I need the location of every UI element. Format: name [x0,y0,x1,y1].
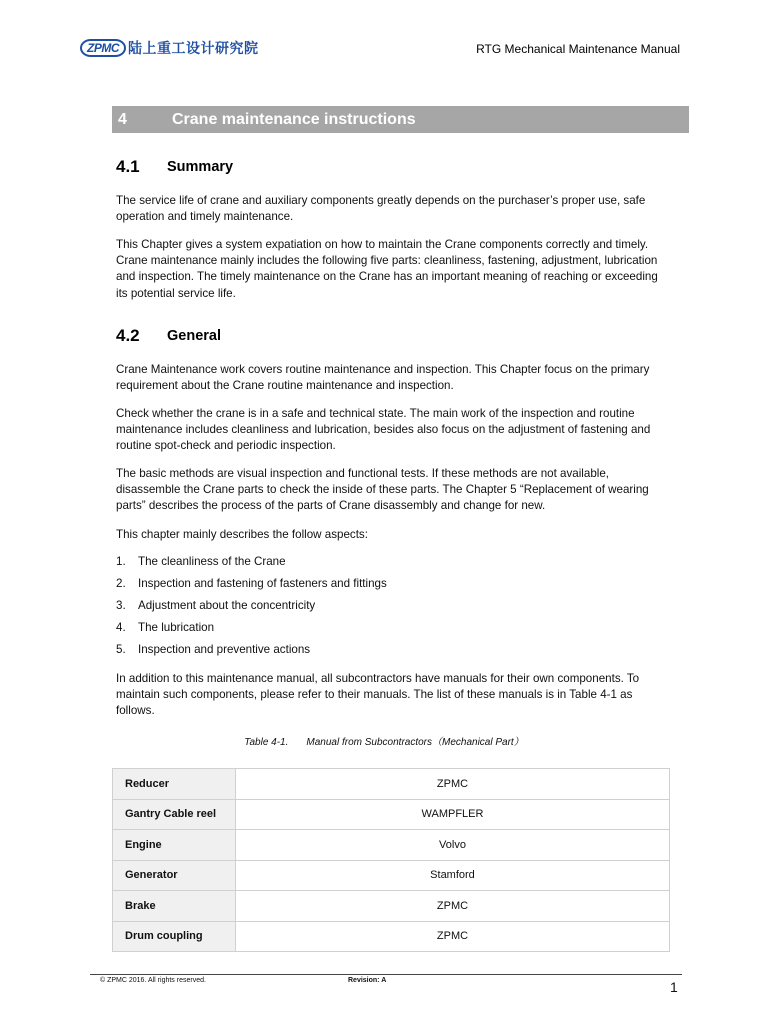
list-item: 4. The lubrication [116,621,215,634]
paragraph: This Chapter gives a system expatiation on how to maintain the Crane components correctly and timely. Crane maintenance mainly includes the following five parts: cleanliness, fastening, adjustment, lubrication and inspection. The timely maintenance on the Crane has an important meaning of reaching or exceeding its potential service life. [116,238,658,300]
chapter-heading [112,106,689,133]
logo-badge: ZPMC [80,39,126,57]
list-item: 5. Inspection and preventive actions [116,643,311,656]
list-item: 2. Inspection and fastening of fasteners and fittings [116,577,387,590]
paragraph: The basic methods are visual inspection and functional tests. If these methods are not available, disassemble the Crane parts to check the inside of these parts. The Chapter 5 “Replacement of wearing parts” describes the process of the parts of Crane disassembly and change for new. [116,467,649,513]
table-row [113,830,670,861]
list-item: 3. Adjustment about the concentricity [116,599,316,612]
list-item: 1. The cleanliness of the Crane [116,555,286,568]
table-cell-item: Brake [113,891,236,922]
table-row [113,860,670,891]
footer-copyright: © ZPMC 2016. All rights reserved. [100,977,206,984]
chapter-number: 4 [118,110,127,128]
table-row [113,799,670,830]
table-cell-maker: WAMPFLER [236,799,670,830]
section-title: Summary [167,159,234,175]
table-cell-item: Gantry Cable reel [113,799,236,830]
paragraph: Check whether the crane is in a safe and technical state. The main work of the inspection and routine maintenance includes cleanliness and lubrication, besides also focus on the adjustment of fastening and routine spot-check and periodic inspection. [116,407,651,453]
table-cell-maker: ZPMC [236,921,670,952]
paragraph: This chapter mainly describes the follow aspects: [116,528,368,541]
footer-divider [90,974,682,975]
section-heading-summary [116,157,234,177]
subcontractor-manuals-table [112,768,670,952]
page-number: 1 [670,979,678,995]
table-caption-number: Table 4-1. [244,737,289,748]
table-cell-item: Reducer [113,769,236,800]
section-number: 4.1 [116,157,140,176]
table-caption-title: Manual from Subcontractors（Mechanical Part） [306,737,524,748]
section-title: General [167,328,221,344]
table-cell-maker: ZPMC [236,769,670,800]
table-cell-maker: Volvo [236,830,670,861]
table-row [113,769,670,800]
table-cell-item: Drum coupling [113,921,236,952]
paragraph: In addition to this maintenance manual, all subcontractors have manuals for their own components. To maintain such components, please refer to their manuals. The list of these manuals is in Table 4-1 as follows. [116,672,640,718]
logo-chinese-name: 陆上重工设计研究院 [128,40,259,56]
document-title: RTG Mechanical Maintenance Manual [476,42,680,56]
table-row [113,891,670,922]
table-cell-item: Engine [113,830,236,861]
table-row [113,921,670,952]
paragraph: Crane Maintenance work covers routine maintenance and inspection. This Chapter focus on the primary requirement about the Crane routine maintenance and inspection. [116,363,650,393]
section-number: 4.2 [116,326,140,345]
table-cell-maker: Stamford [236,860,670,891]
footer-revision: Revision: A [348,977,387,984]
section-heading-general [116,326,221,346]
paragraph: The service life of crane and auxiliary components greatly depends on the purchaser’s proper use, safe operation and timely maintenance. [116,194,646,224]
chapter-title: Crane maintenance instructions [172,110,416,128]
table-caption [0,733,768,748]
aspects-list [116,555,666,665]
table-cell-maker: ZPMC [236,891,670,922]
company-logo [80,36,259,60]
table-cell-item: Generator [113,860,236,891]
